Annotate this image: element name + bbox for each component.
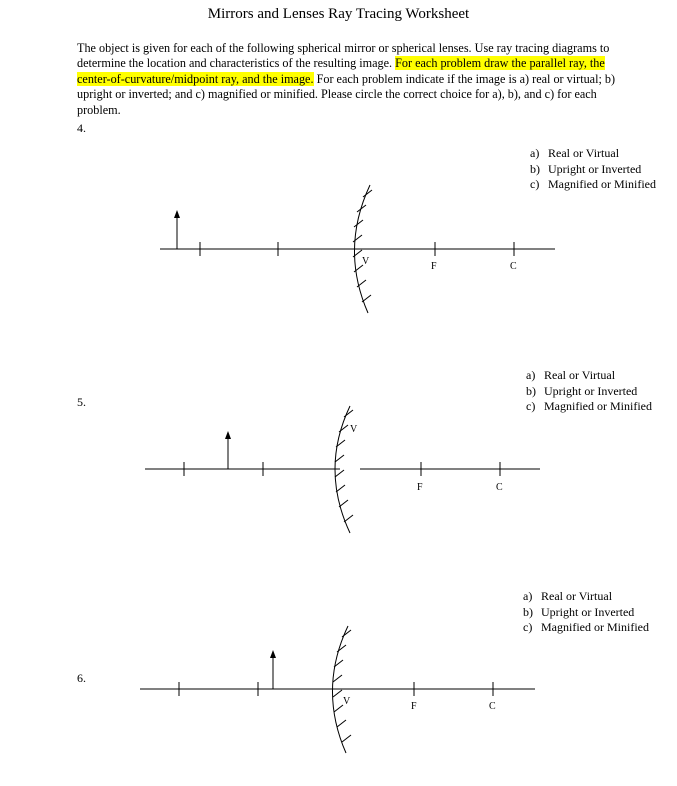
- vertex-label: V: [362, 256, 370, 267]
- center-of-curvature-label: C: [510, 261, 517, 272]
- mirror-hatching: [333, 630, 351, 742]
- choice-upright-inverted[interactable]: b) Upright or Inverted: [523, 604, 635, 619]
- instructions-text-1: The object is given for each of the following spherical mirror or spherical lenses. Use ray tracing diagrams to determine the location and characteristics of the resulting image.: [77, 41, 610, 71]
- focal-point-label: F: [417, 482, 423, 493]
- choice-real-virtual[interactable]: a) Real or Virtual: [523, 589, 613, 603]
- problem-6-number: 6.: [77, 671, 86, 685]
- instructions-text-2: For each problem indicate if the image is a) real or virtual; b) upright or inverted; and c) magnified or minified. Please circle the correct choice for a), b), and c) for each problem.: [77, 71, 616, 117]
- focal-point-label: F: [411, 701, 417, 712]
- problem-5-ray-diagram: [0, 400, 677, 540]
- choice-upright-inverted[interactable]: b) Upright or Inverted: [530, 161, 642, 176]
- vertex-label: V: [343, 696, 351, 707]
- choice-magnified-minified[interactable]: c) Magnified or Minified: [523, 620, 649, 634]
- object-arrowhead: [225, 431, 231, 439]
- instructions-highlight: For each problem draw the parallel ray, the center-of-curvature/midpoint ray, and the image.: [77, 56, 605, 86]
- center-of-curvature-label: C: [489, 701, 496, 712]
- worksheet-title: Mirrors and Lenses Ray Tracing Worksheet: [207, 6, 470, 22]
- problem-5-number: 5.: [77, 395, 86, 409]
- object-arrowhead: [270, 650, 276, 658]
- instructions: [77, 41, 617, 118]
- center-of-curvature-label: C: [496, 482, 503, 493]
- focal-point-label: F: [431, 261, 437, 272]
- object-arrowhead: [174, 210, 180, 218]
- choice-magnified-minified[interactable]: c) Magnified or Minified: [530, 177, 656, 191]
- problem-4-number: 4.: [77, 121, 86, 135]
- choice-real-virtual[interactable]: a) Real or Virtual: [530, 146, 620, 160]
- choice-magnified-minified[interactable]: c) Magnified or Minified: [526, 399, 652, 413]
- problem-4-ray-diagram: [0, 180, 677, 320]
- vertex-label: V: [350, 424, 358, 435]
- problem-6-ray-diagram: [0, 620, 677, 760]
- choice-upright-inverted[interactable]: b) Upright or Inverted: [526, 383, 638, 398]
- mirror-hatching: [353, 190, 372, 302]
- choice-real-virtual[interactable]: a) Real or Virtual: [526, 368, 616, 382]
